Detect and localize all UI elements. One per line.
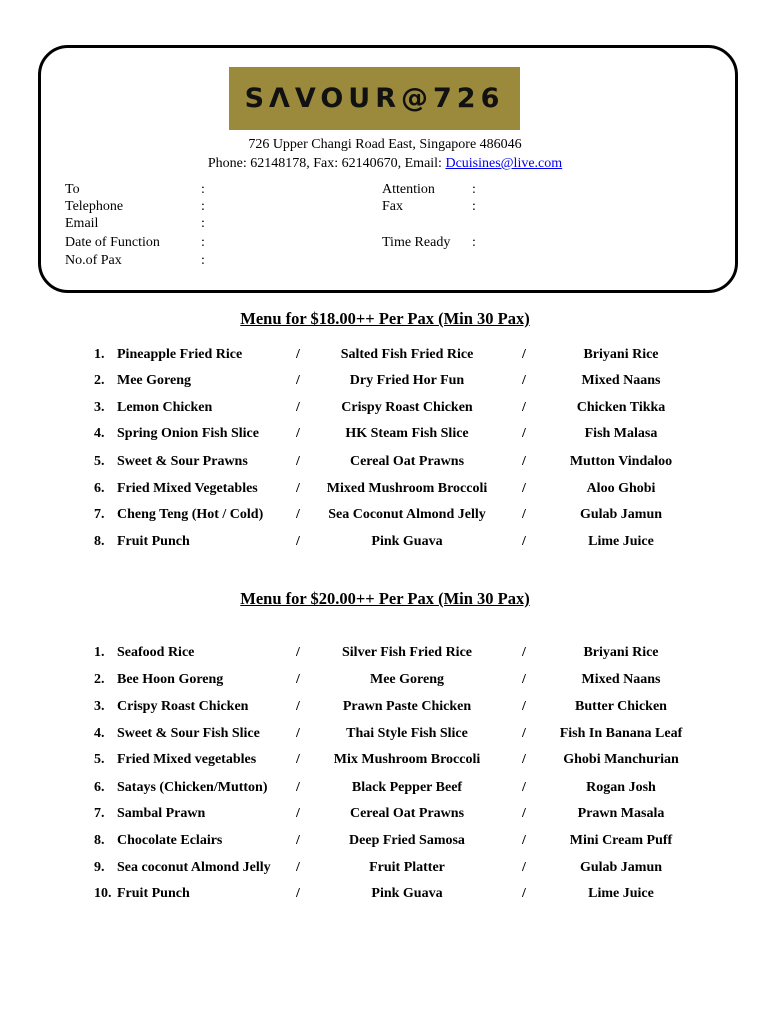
separator-slash: / bbox=[296, 806, 300, 821]
field-label-email: Email bbox=[65, 216, 99, 231]
item-number: 1. bbox=[94, 347, 105, 362]
dish-option-b: Crispy Roast Chicken bbox=[341, 400, 473, 415]
separator-slash: / bbox=[522, 454, 526, 469]
menu-row bbox=[0, 672, 770, 692]
field-label-time-ready: Time Ready bbox=[382, 235, 451, 250]
dish-option-c: Fish Malasa bbox=[584, 426, 658, 441]
dish-option-c: Chicken Tikka bbox=[576, 400, 666, 415]
dish-option-b: HK Steam Fish Slice bbox=[345, 426, 469, 441]
menu-row bbox=[0, 752, 770, 772]
dish-option-c: Briyani Rice bbox=[583, 347, 659, 362]
dish-option-b: Prawn Paste Chicken bbox=[342, 699, 472, 714]
item-number: 8. bbox=[94, 534, 105, 549]
item-number: 7. bbox=[94, 507, 105, 522]
menu-row bbox=[0, 507, 770, 527]
dish-option-b: Fruit Platter bbox=[369, 860, 445, 875]
menu-title-18: Menu for $18.00++ Per Pax (Min 30 Pax) bbox=[240, 309, 530, 328]
item-number: 6. bbox=[94, 780, 105, 795]
field-label-attention: Attention bbox=[382, 182, 435, 197]
field-colon-pax: : bbox=[201, 253, 205, 268]
menu-row bbox=[0, 400, 770, 420]
menu-row bbox=[0, 833, 770, 853]
menu-row bbox=[0, 454, 770, 474]
dish-option-b: Pink Guava bbox=[371, 534, 443, 549]
separator-slash: / bbox=[296, 426, 300, 441]
dish-option-a: Spring Onion Fish Slice bbox=[117, 426, 259, 441]
dish-option-c: Briyani Rice bbox=[583, 645, 659, 660]
separator-slash: / bbox=[296, 373, 300, 388]
separator-slash: / bbox=[296, 400, 300, 415]
field-colon-to: : bbox=[201, 182, 205, 197]
contact-line bbox=[0, 156, 770, 172]
dish-option-c: Mini Cream Puff bbox=[569, 833, 673, 848]
field-colon-telephone: : bbox=[201, 199, 205, 214]
dish-option-b: Mee Goreng bbox=[370, 672, 444, 687]
separator-slash: / bbox=[522, 400, 526, 415]
logo-text: SΛVOUR@726 bbox=[244, 83, 505, 114]
separator-slash: / bbox=[296, 672, 300, 687]
item-number: 5. bbox=[94, 752, 105, 767]
separator-slash: / bbox=[296, 645, 300, 660]
field-colon-date: : bbox=[201, 235, 205, 250]
dish-option-c: Fish In Banana Leaf bbox=[559, 726, 683, 741]
separator-slash: / bbox=[522, 672, 526, 687]
dish-option-a: Crispy Roast Chicken bbox=[117, 699, 249, 714]
dish-option-b: Dry Fried Hor Fun bbox=[349, 373, 465, 388]
field-label-pax: No.of Pax bbox=[65, 253, 122, 268]
dish-option-b: Cereal Oat Prawns bbox=[349, 454, 465, 469]
menu-row bbox=[0, 806, 770, 826]
dish-option-c: Prawn Masala bbox=[577, 806, 665, 821]
email-link[interactable]: Dcuisines@live.com bbox=[445, 156, 563, 171]
separator-slash: / bbox=[296, 534, 300, 549]
dish-option-a: Seafood Rice bbox=[117, 645, 195, 660]
item-number: 5. bbox=[94, 454, 105, 469]
separator-slash: / bbox=[522, 534, 526, 549]
dish-option-c: Lime Juice bbox=[588, 534, 654, 549]
separator-slash: / bbox=[522, 806, 526, 821]
dish-option-c: Gulab Jamun bbox=[579, 507, 663, 522]
field-label-fax: Fax bbox=[382, 199, 403, 214]
menu-title-20: Menu for $20.00++ Per Pax (Min 30 Pax) bbox=[240, 589, 530, 608]
menu-row bbox=[0, 534, 770, 554]
item-number: 2. bbox=[94, 373, 105, 388]
separator-slash: / bbox=[296, 726, 300, 741]
separator-slash: / bbox=[522, 833, 526, 848]
item-number: 9. bbox=[94, 860, 105, 875]
dish-option-b: Pink Guava bbox=[371, 886, 443, 901]
menu-row bbox=[0, 347, 770, 367]
dish-option-a: Bee Hoon Goreng bbox=[117, 672, 224, 687]
item-number: 2. bbox=[94, 672, 105, 687]
separator-slash: / bbox=[522, 373, 526, 388]
separator-slash: / bbox=[522, 726, 526, 741]
field-label-telephone: Telephone bbox=[65, 199, 124, 214]
separator-slash: / bbox=[296, 507, 300, 522]
dish-option-c: Rogan Josh bbox=[586, 780, 656, 795]
menu-row bbox=[0, 481, 770, 501]
separator-slash: / bbox=[296, 347, 300, 362]
dish-option-b: Black Pepper Beef bbox=[351, 780, 463, 795]
field-label-date: Date of Function bbox=[65, 235, 160, 250]
dish-option-c: Gulab Jamun bbox=[579, 860, 663, 875]
separator-slash: / bbox=[522, 886, 526, 901]
field-colon-email: : bbox=[201, 216, 205, 231]
separator-slash: / bbox=[296, 752, 300, 767]
dish-option-b: Silver Fish Fried Rice bbox=[342, 645, 472, 660]
dish-option-b: Sea Coconut Almond Jelly bbox=[328, 507, 486, 522]
dish-option-b: Salted Fish Fried Rice bbox=[340, 347, 474, 362]
item-number: 3. bbox=[94, 699, 105, 714]
separator-slash: / bbox=[296, 780, 300, 795]
dish-option-a: Sambal Prawn bbox=[117, 806, 206, 821]
separator-slash: / bbox=[522, 481, 526, 496]
dish-option-a: Pineapple Fried Rice bbox=[117, 347, 243, 362]
dish-option-a: Sweet & Sour Prawns bbox=[117, 454, 248, 469]
field-colon-attention: : bbox=[472, 182, 476, 197]
menu-row bbox=[0, 860, 770, 880]
separator-slash: / bbox=[522, 752, 526, 767]
menu-row bbox=[0, 886, 770, 906]
separator-slash: / bbox=[296, 886, 300, 901]
dish-option-c: Lime Juice bbox=[588, 886, 654, 901]
item-number: 4. bbox=[94, 726, 105, 741]
logo bbox=[229, 67, 520, 130]
dish-option-c: Ghobi Manchurian bbox=[563, 752, 679, 767]
item-number: 3. bbox=[94, 400, 105, 415]
dish-option-c: Aloo Ghobi bbox=[586, 481, 656, 496]
dish-option-a: Sea coconut Almond Jelly bbox=[117, 860, 271, 875]
address-line: 726 Upper Changi Road East, Singapore 486046 bbox=[248, 137, 522, 152]
dish-option-b: Thai Style Fish Slice bbox=[346, 726, 468, 741]
menu-row bbox=[0, 426, 770, 446]
item-number: 1. bbox=[94, 645, 105, 660]
dish-option-c: Mutton Vindaloo bbox=[569, 454, 673, 469]
phone-fax-text: Phone: 62148178, Fax: 62140670, Email: bbox=[207, 156, 446, 171]
field-colon-time-ready: : bbox=[472, 235, 476, 250]
dish-option-a: Fruit Punch bbox=[117, 534, 190, 549]
dish-option-a: Satays (Chicken/Mutton) bbox=[117, 780, 268, 795]
dish-option-b: Cereal Oat Prawns bbox=[349, 806, 465, 821]
item-number: 8. bbox=[94, 833, 105, 848]
separator-slash: / bbox=[522, 426, 526, 441]
separator-slash: / bbox=[522, 645, 526, 660]
dish-option-a: Chocolate Eclairs bbox=[117, 833, 223, 848]
dish-option-a: Sweet & Sour Fish Slice bbox=[117, 726, 260, 741]
dish-option-a: Fried Mixed vegetables bbox=[117, 752, 257, 767]
separator-slash: / bbox=[296, 481, 300, 496]
dish-option-a: Fruit Punch bbox=[117, 886, 190, 901]
separator-slash: / bbox=[296, 833, 300, 848]
dish-option-c: Mixed Naans bbox=[581, 672, 661, 687]
separator-slash: / bbox=[296, 454, 300, 469]
menu-row bbox=[0, 699, 770, 719]
dish-option-b: Mix Mushroom Broccoli bbox=[333, 752, 481, 767]
menu-row bbox=[0, 373, 770, 393]
field-colon-fax: : bbox=[472, 199, 476, 214]
menu-row bbox=[0, 780, 770, 800]
separator-slash: / bbox=[296, 860, 300, 875]
dish-option-a: Mee Goreng bbox=[117, 373, 191, 388]
separator-slash: / bbox=[522, 347, 526, 362]
separator-slash: / bbox=[522, 860, 526, 875]
item-number: 4. bbox=[94, 426, 105, 441]
dish-option-b: Mixed Mushroom Broccoli bbox=[326, 481, 488, 496]
menu-row bbox=[0, 645, 770, 665]
item-number: 6. bbox=[94, 481, 105, 496]
dish-option-b: Deep Fried Samosa bbox=[349, 833, 465, 848]
menu-row bbox=[0, 726, 770, 746]
dish-option-c: Butter Chicken bbox=[575, 699, 667, 714]
dish-option-a: Cheng Teng (Hot / Cold) bbox=[117, 507, 264, 522]
separator-slash: / bbox=[296, 699, 300, 714]
separator-slash: / bbox=[522, 699, 526, 714]
field-label-to: To bbox=[65, 182, 80, 197]
separator-slash: / bbox=[522, 780, 526, 795]
dish-option-a: Lemon Chicken bbox=[117, 400, 213, 415]
dish-option-c: Mixed Naans bbox=[581, 373, 661, 388]
dish-option-a: Fried Mixed Vegetables bbox=[117, 481, 258, 496]
item-number: 10. bbox=[94, 886, 112, 901]
separator-slash: / bbox=[522, 507, 526, 522]
item-number: 7. bbox=[94, 806, 105, 821]
